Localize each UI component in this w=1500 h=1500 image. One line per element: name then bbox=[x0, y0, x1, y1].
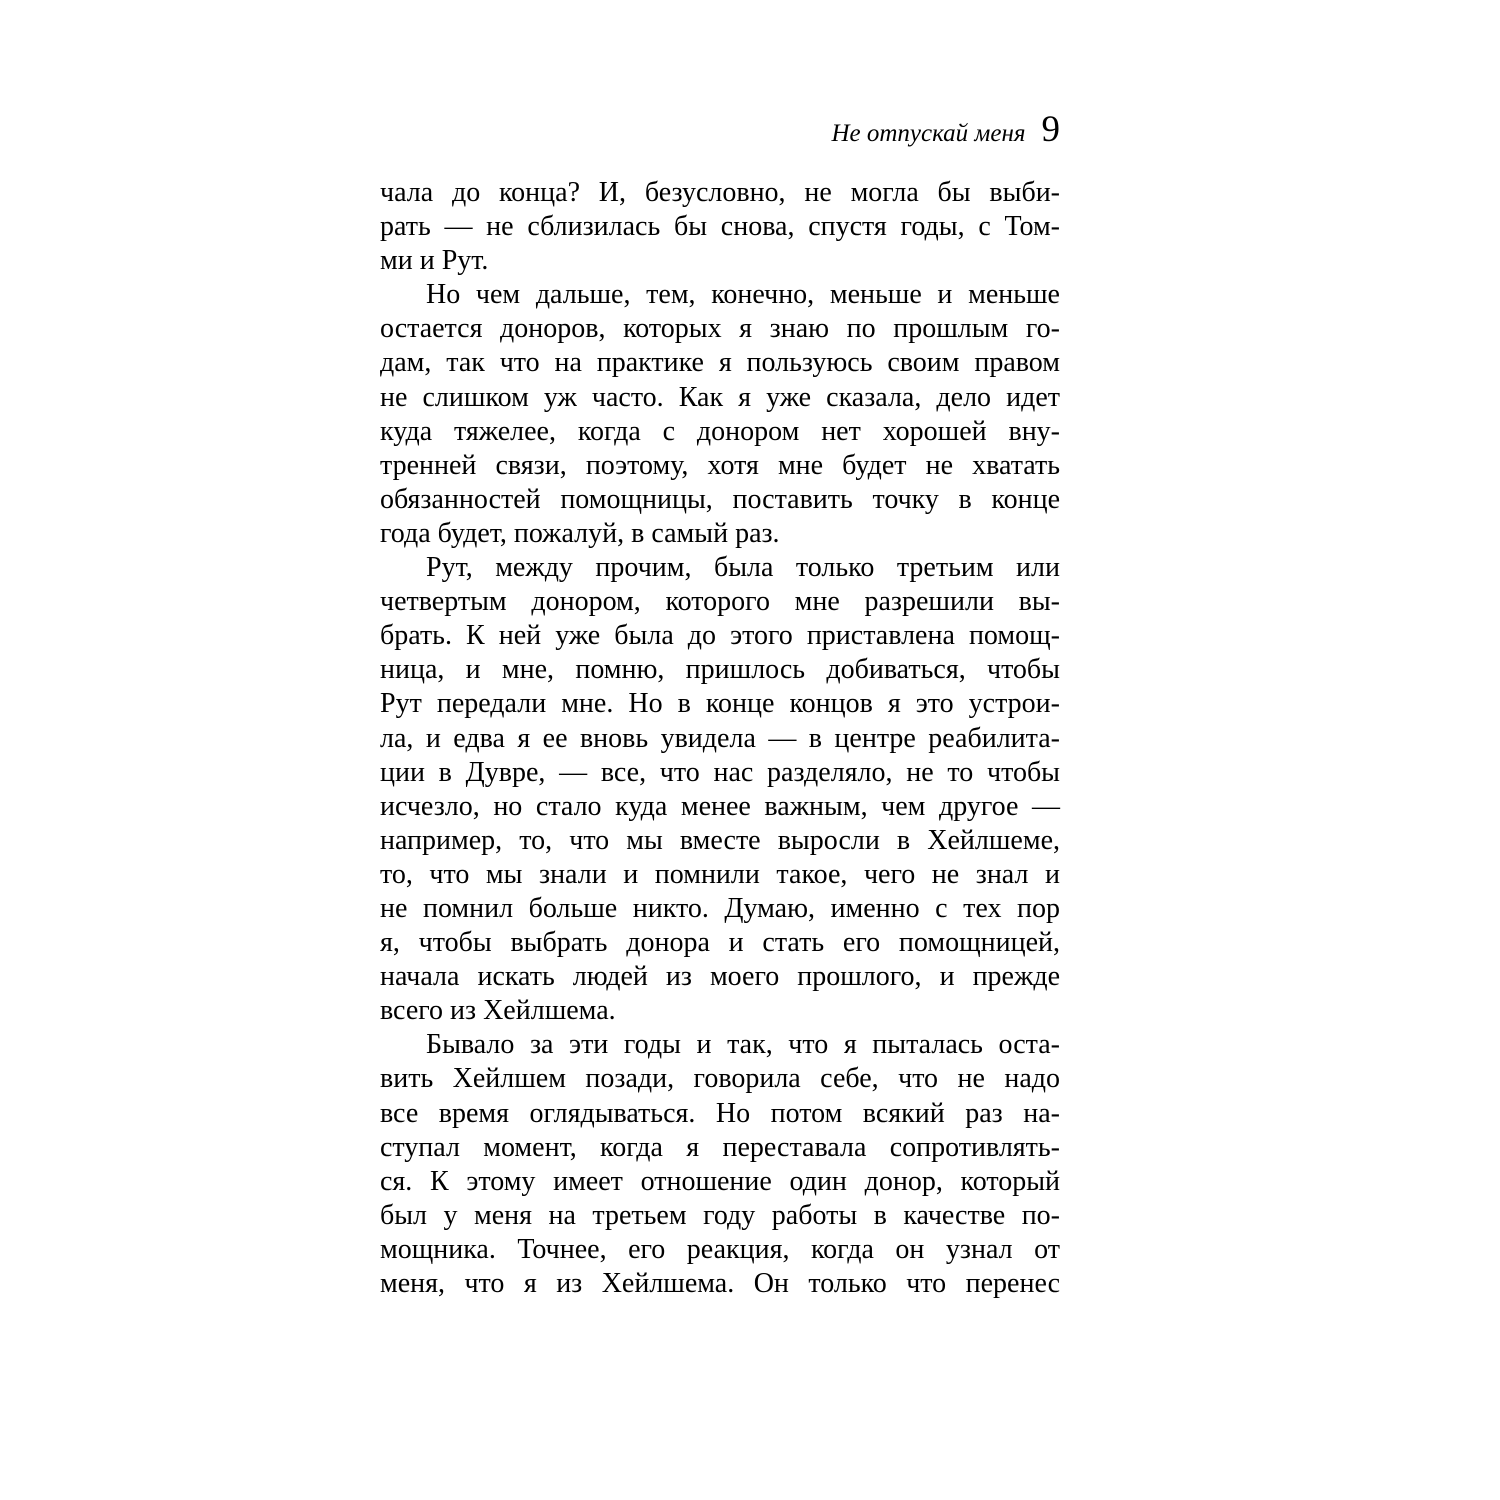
text-line: рать — не сблизилась бы снова, спустя годы, с Том- bbox=[380, 211, 1060, 243]
text-line: не слишком уж часто. Как я уже сказала, дело идет bbox=[380, 381, 1060, 413]
text-line: мощника. Точнее, его реакция, когда он узнал от bbox=[380, 1233, 1060, 1265]
text-line: например, то, что мы вместе выросли в Хейлшеме, bbox=[380, 824, 1060, 856]
text-line: обязанностей помощницы, поставить точку в конце bbox=[380, 483, 1060, 515]
running-head bbox=[380, 108, 1060, 152]
page-number: 9 bbox=[1041, 109, 1060, 150]
text-line: Рут передали мне. Но в конце концов я это устрои- bbox=[380, 688, 1060, 720]
text-line: вить Хейлшем позади, говорила себе, что не надо bbox=[380, 1063, 1060, 1095]
text-line: ступал момент, когда я переставала сопротивлять- bbox=[380, 1131, 1060, 1163]
text-line: Бывало за эти годы и так, что я пыталась оста- bbox=[426, 1029, 1060, 1061]
text-line: исчезло, но стало куда менее важным, чем другое — bbox=[380, 790, 1060, 822]
running-title: Не отпускай меня bbox=[831, 120, 1026, 147]
text-line: все время оглядываться. Но потом всякий раз на- bbox=[380, 1097, 1060, 1129]
text-line: ции в Дувре, — все, что нас разделяло, не то чтобы bbox=[380, 756, 1060, 788]
text-line: Рут, между прочим, была только третьим или bbox=[426, 552, 1060, 584]
text-line: ся. К этому имеет отношение один донор, который bbox=[380, 1165, 1060, 1197]
text-line: я, чтобы выбрать донора и стать его помощницей, bbox=[380, 927, 1060, 959]
text-line: то, что мы знали и помнили такое, чего не знал и bbox=[380, 858, 1060, 890]
text-line: остается доноров, которых я знаю по прошлым го- bbox=[380, 313, 1060, 345]
text-line: куда тяжелее, когда с донором нет хорошей вну- bbox=[380, 415, 1060, 447]
text-line: дам, так что на практике я пользуюсь своим правом bbox=[380, 347, 1060, 379]
text-line: ница, и мне, помню, пришлось добиваться, чтобы bbox=[380, 654, 1060, 686]
text-line: Но чем дальше, тем, конечно, меньше и меньше bbox=[426, 279, 1060, 311]
text-line: чала до конца? И, безусловно, не могла бы выби- bbox=[380, 177, 1060, 208]
text-line: был у меня на третьем году работы в качестве по- bbox=[380, 1199, 1060, 1231]
text-line: ми и Рут. bbox=[380, 245, 489, 277]
text-line: всего из Хейлшема. bbox=[380, 995, 616, 1027]
text-line: брать. К ней уже была до этого приставлена помощ- bbox=[380, 620, 1060, 652]
text-line: начала искать людей из моего прошлого, и прежде bbox=[380, 961, 1060, 993]
text-line: тренней связи, поэтому, хотя мне будет не хватать bbox=[380, 449, 1060, 481]
text-line: года будет, пожалуй, в самый раз. bbox=[380, 517, 780, 549]
text-line: не помнил больше никто. Думаю, именно с тех пор bbox=[380, 892, 1060, 924]
text-line: меня, что я из Хейлшема. Он только что перенес bbox=[380, 1268, 1060, 1299]
text-line: четвертым донором, которого мне разрешили вы- bbox=[380, 586, 1060, 618]
body-text bbox=[380, 176, 1060, 1301]
text-line: ла, и едва я ее вновь увидела — в центре реабилита- bbox=[380, 722, 1060, 754]
